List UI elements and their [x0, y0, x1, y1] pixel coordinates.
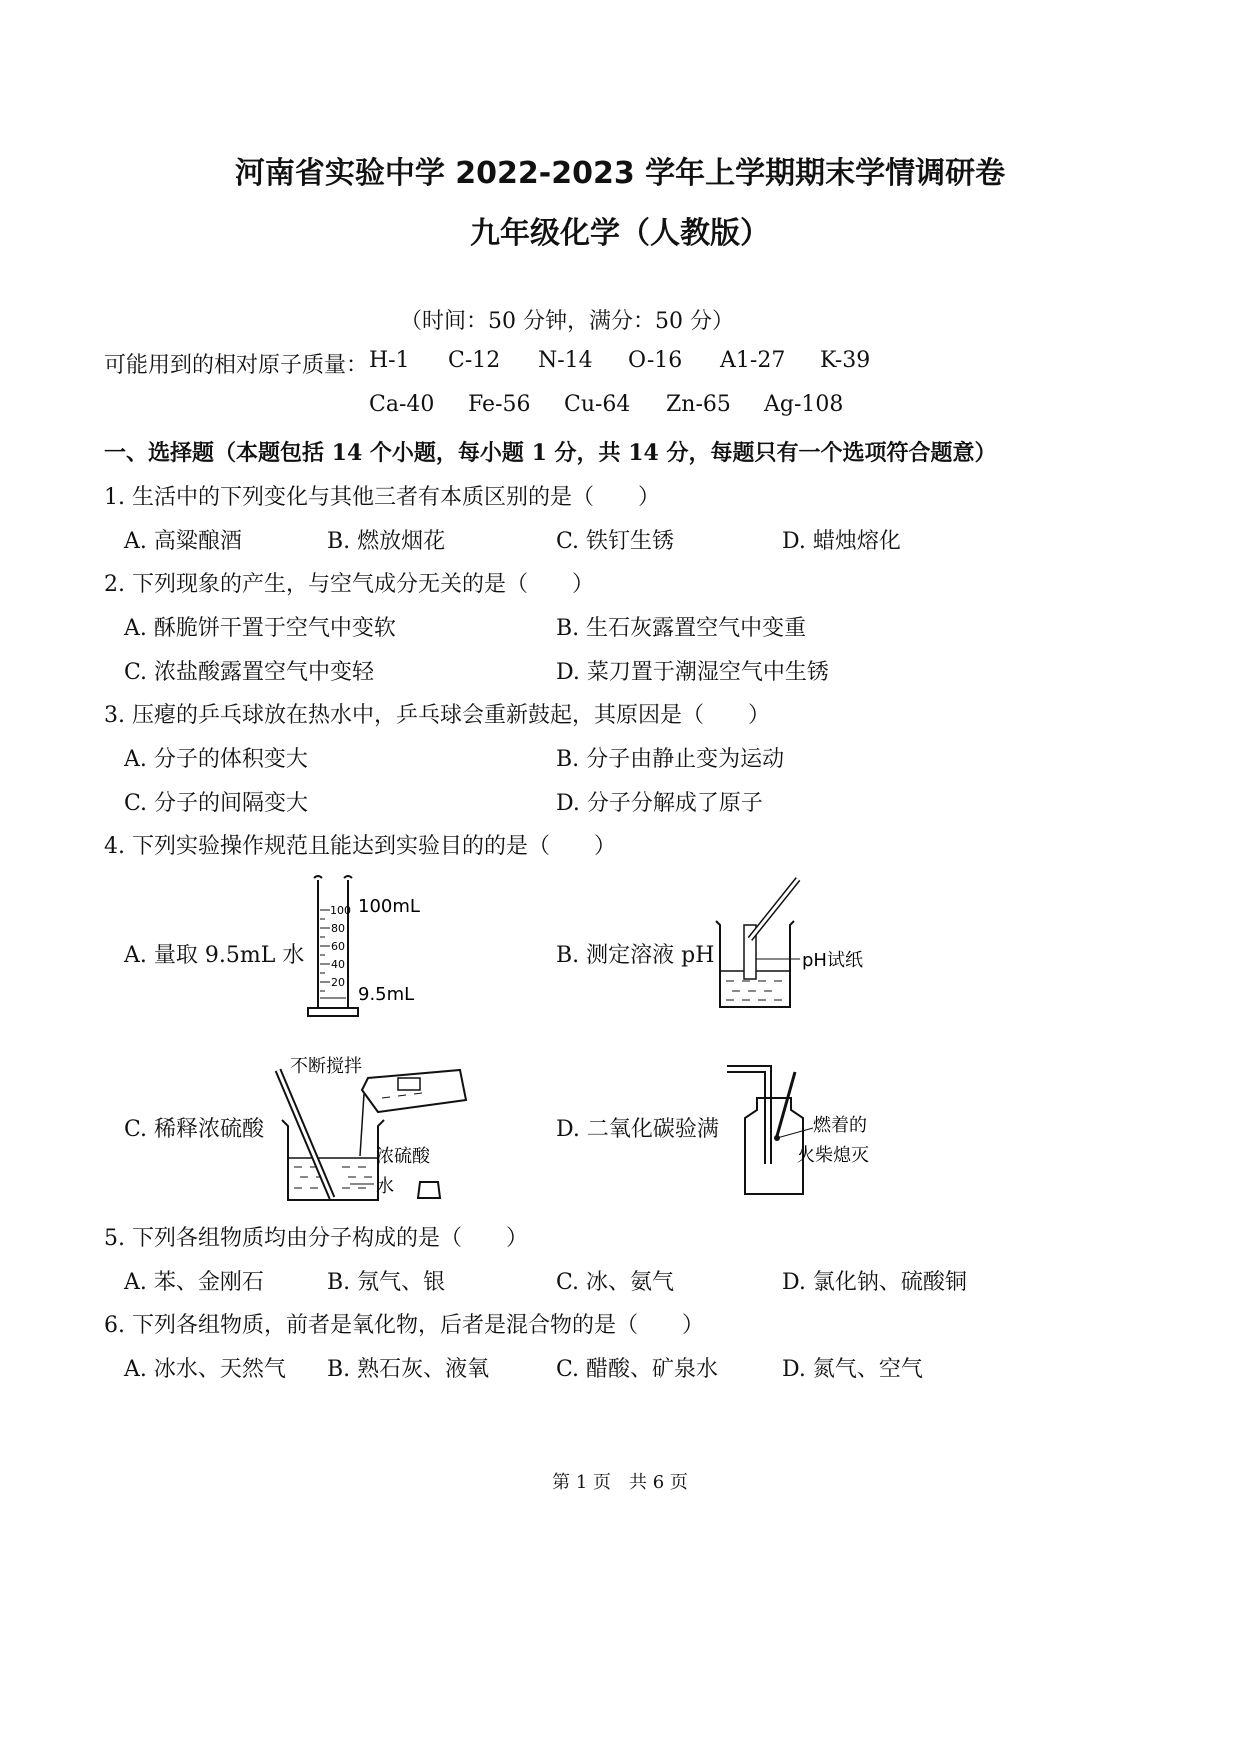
atomic-mass-item: Fe-56	[468, 392, 531, 417]
co2-test-figure	[725, 1058, 905, 1203]
page-number: 第 1 页 共 6 页	[552, 1472, 688, 1493]
question-stem: 5. 下列各组物质均由分子构成的是（ ）	[104, 1226, 528, 1251]
atomic-mass-item: O-16	[628, 348, 683, 373]
option-b[interactable]: B. 氖气、银	[327, 1270, 446, 1295]
co2-label-line2: 火柴熄灭	[797, 1145, 869, 1166]
bottle-label	[398, 1078, 420, 1090]
option-b[interactable]: B. 生石灰露置空气中变重	[556, 616, 807, 641]
option-a[interactable]: A. 苯、金刚石	[124, 1270, 264, 1295]
atomic-mass-item: Ag-108	[764, 392, 844, 417]
section-heading: 一、选择题（本题包括 14 个小题，每小题 1 分，共 14 分，每题只有一个选项符合题意）	[104, 440, 997, 466]
option-c[interactable]: C. 铁钉生锈	[556, 529, 675, 554]
exam-subtitle: 九年级化学（人教版）	[470, 216, 770, 251]
option-d[interactable]: D. 分子分解成了原子	[556, 791, 763, 816]
option-d[interactable]: D. 氮气、空气	[782, 1357, 923, 1382]
atomic-mass-item: Zn-65	[666, 392, 731, 417]
question-stem: 1. 生活中的下列变化与其他三者有本质区别的是（ ）	[104, 485, 660, 510]
question-stem: 2. 下列现象的产生，与空气成分无关的是（ ）	[104, 572, 594, 597]
tick-label: 80	[331, 922, 345, 935]
bottle-stopper	[418, 1182, 440, 1198]
option-a[interactable]: A. 酥脆饼干置于空气中变软	[124, 616, 396, 641]
cylinder-lip	[314, 876, 352, 878]
graduated-cylinder-figure	[300, 870, 430, 1030]
dilute-acid-figure	[270, 1050, 520, 1210]
match-stick	[777, 1072, 795, 1136]
glass-rod-inner	[278, 1070, 332, 1198]
option-a[interactable]: A. 分子的体积变大	[124, 747, 308, 772]
acid-label: 浓硫酸	[376, 1146, 430, 1167]
exam-title: 河南省实验中学 2022-2023 学年上学期期末学情调研卷	[234, 156, 1006, 191]
atomic-mass-item: N-14	[538, 348, 593, 373]
option-d[interactable]: D. 菜刀置于潮湿空气中生锈	[556, 660, 829, 685]
co2-label-line1: 燃着的	[813, 1115, 867, 1136]
atomic-mass-item: K-39	[820, 348, 871, 373]
option-b[interactable]: B. 测定溶液 pH	[556, 943, 715, 968]
liquid-dashes	[726, 981, 782, 1000]
time-info: （时间：50 分钟，满分：50 分）	[400, 309, 734, 334]
option-b[interactable]: B. 分子由静止变为运动	[556, 747, 785, 772]
tick-label: 40	[331, 958, 345, 971]
reagent-bottle	[362, 1070, 466, 1112]
tick-label: 100	[330, 904, 351, 917]
option-a[interactable]: A. 高粱酿酒	[124, 529, 242, 554]
option-c[interactable]: C. 分子的间隔变大	[124, 791, 309, 816]
cylinder-volume-label: 9.5mL	[358, 984, 415, 1005]
option-a[interactable]: A. 冰水、天然气	[124, 1357, 286, 1382]
ph-paper-label: pH试纸	[802, 950, 863, 971]
atomic-mass-item: A1-27	[720, 348, 786, 373]
atomic-mass-item: C-12	[448, 348, 501, 373]
acid-stream	[360, 1094, 364, 1156]
option-d[interactable]: D. 氯化钠、硫酸铜	[782, 1270, 967, 1295]
cylinder-base	[308, 1008, 358, 1016]
question-stem: 4. 下列实验操作规范且能达到实验目的的是（ ）	[104, 834, 616, 859]
option-c[interactable]: C. 浓盐酸露置空气中变轻	[124, 660, 375, 685]
label-pointer	[777, 1128, 813, 1138]
stir-label: 不断搅拌	[290, 1056, 362, 1077]
atomic-mass-label: 可能用到的相对原子质量：	[104, 353, 369, 378]
option-b[interactable]: B. 熟石灰、液氧	[327, 1357, 490, 1382]
ph-test-figure	[710, 875, 900, 1025]
tick-label: 60	[331, 940, 345, 953]
option-b[interactable]: B. 燃放烟花	[327, 529, 446, 554]
option-c[interactable]: C. 冰、氨气	[556, 1270, 675, 1295]
option-a[interactable]: A. 量取 9.5mL 水	[124, 943, 305, 968]
question-stem: 6. 下列各组物质，前者是氧化物，后者是混合物的是（ ）	[104, 1313, 704, 1338]
water-label: 水	[376, 1176, 394, 1197]
atomic-mass-item: H-1	[369, 348, 410, 373]
gas-bottle	[745, 1098, 803, 1194]
option-d[interactable]: D. 蜡烛熔化	[782, 529, 901, 554]
tick-label: 20	[331, 976, 345, 989]
option-d[interactable]: D. 二氧化碳验满	[556, 1117, 719, 1142]
atomic-mass-item: Ca-40	[369, 392, 435, 417]
atomic-mass-item: Cu-64	[564, 392, 631, 417]
option-c[interactable]: C. 稀释浓硫酸	[124, 1117, 265, 1142]
question-stem: 3. 压瘪的乒乓球放在热水中，乒乓球会重新鼓起，其原因是（ ）	[104, 703, 770, 728]
liquid-dashes	[294, 1167, 372, 1188]
cylinder-capacity-label: 100mL	[358, 896, 420, 917]
cylinder-scale	[320, 910, 330, 991]
option-c[interactable]: C. 醋酸、矿泉水	[556, 1357, 719, 1382]
